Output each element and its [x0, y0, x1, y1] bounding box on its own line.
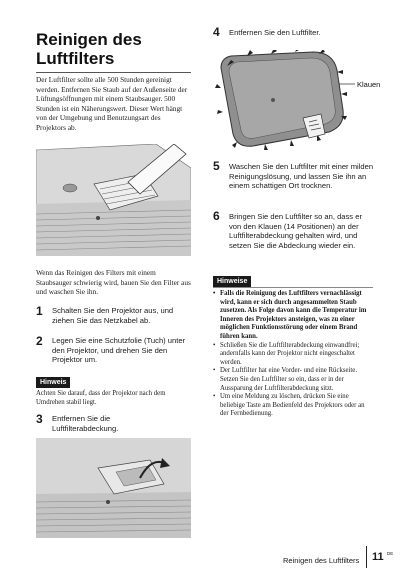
page-title: Reinigen des Luftfilters: [36, 30, 142, 68]
step-4-number: 4: [213, 25, 220, 39]
step-2-number: 2: [36, 334, 43, 348]
footer-divider: [366, 546, 367, 568]
vacuum-illustration: [36, 144, 191, 256]
cover-removal-illustration: [36, 438, 191, 538]
hint-item-2: • Schließen Sie die Luftfilterabdeckung einwandfrei; andernfalls kann der Projektor nicht eingeschaltet werden.: [213, 342, 373, 368]
filter-illustration: [213, 50, 383, 150]
claws-label: Klauen: [357, 80, 381, 89]
step-5-text: Waschen Sie den Luftfilter mit einer milden Reinigungslösung, und lassen Sie ihn an einem schattigen Ort trocknen.: [229, 162, 374, 191]
hints-label: Hinweise: [213, 276, 251, 287]
hint-item-4: • Um eine Meldung zu löschen, drücken Sie eine beliebige Taste am Bedienfeld des Projektors oder an der Fernbedienung.: [213, 393, 373, 419]
title-rule: [36, 72, 191, 73]
intro-paragraph: Der Luftfilter sollte alle 500 Stunden gereinigt werden. Entfernen Sie Staub auf der Außenseite der Lüftungsöffnungen mit einem Staubsauger. 500 Stunden ist ein Näherungswert. Dieser Wert hängt von der Umgebung und Benutzungsart des Projektors ab.: [36, 75, 188, 132]
vacuum-note: Wenn das Reinigen des Filters mit einem Staubsauger schwierig wird, bauen Sie den Filter aus und waschen Sie ihn.: [36, 268, 191, 296]
step-6-number: 6: [213, 209, 220, 223]
hints-rule: [213, 287, 373, 288]
page-language: DE: [387, 551, 394, 556]
step-1-number: 1: [36, 304, 43, 318]
footer-section-label: Reinigen des Luftfilters: [283, 556, 360, 565]
step-6-text: Bringen Sie den Luftfilter so an, dass er von den Klauen (14 Positionen) an der Luftfilterabdeckung gehalten wird, und setzen Sie die Abdeckung wieder ein.: [229, 212, 362, 250]
step-3-number: 3: [36, 412, 43, 426]
hint-text: Achten Sie darauf, dass der Projektor nach dem Umdrehen stabil liegt.: [36, 390, 166, 406]
step-4-text: Entfernen Sie den Luftfilter.: [229, 28, 321, 37]
step-3-text: Entfernen Sie die Luftfilterabdeckung.: [52, 414, 119, 433]
hints-list: [213, 290, 373, 419]
step-2-text: Legen Sie eine Schutzfolie (Tuch) unter den Projektor, und drehen Sie den Projektor um.: [52, 336, 186, 365]
hint-label: Hinweis: [36, 377, 70, 388]
hint-item-3: • Der Luftfilter hat eine Vorder- und eine Rückseite. Setzen Sie den Luftfilter so ein, dass er in der Aussparung der Luftfilterabdeckung sitzt.: [213, 367, 373, 393]
step-1-text: Schalten Sie den Projektor aus, und ziehen Sie das Netzkabel ab.: [52, 306, 174, 325]
page-number: 11: [372, 551, 384, 563]
step-5-number: 5: [213, 159, 220, 173]
hint-item-1: • Falls die Reinigung des Luftfilters vernachlässigt wird, kann er sich durch angesammelten Staub zusetzen. Als Folge davon kann die Temperatur im Inneren des Projektors ansteigen, was zu einer möglichen Funktionsstörung oder einem Brand führen kann.: [213, 290, 373, 342]
